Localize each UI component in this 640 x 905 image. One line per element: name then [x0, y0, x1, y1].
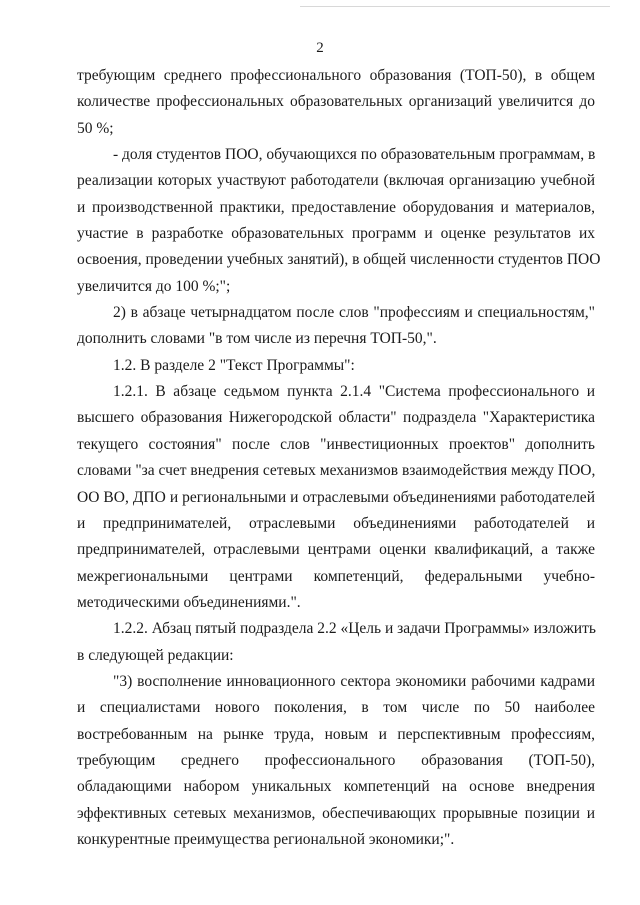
text-line: - доля студентов ПОО, обучающихся по образовательным программам, в [113, 146, 596, 164]
text-line: увеличится до 100 %;"; [77, 277, 231, 295]
text-line: 1.2. В разделе 2 "Текст Программы": [113, 356, 355, 374]
text-line: 50 %; [77, 119, 114, 137]
text-line: требующим среднего профессионального образования (ТОП-50), в общем [77, 67, 595, 84]
text-line: освоения, проведении учебных занятий), в общей численности студентов ПОО [77, 251, 601, 269]
scan-edge-line [300, 6, 610, 7]
text-line: 2) в абзаце четырнадцатом после слов "профессиям и специальностям," [113, 304, 595, 322]
text-line: эффективных сетевых механизмов, обеспечивающих прорывные позиции и [77, 804, 595, 822]
text-line: дополнить словами "в том числе из перечня ТОП-50,". [77, 330, 437, 348]
text-line: предпринимателей, отраслевыми центрами оценки квалификаций, а также [77, 541, 595, 559]
text-line: реализации которых участвуют работодатели (включая организацию учебной [77, 172, 595, 190]
document-body [77, 63, 601, 853]
text-line: обладающими набором уникальных компетенций на основе внедрения [77, 778, 595, 796]
text-line: конкурентные преимущества региональной экономики;". [77, 830, 455, 848]
text-line: участие в разработке образовательных программ и оценке результатов их [77, 225, 595, 243]
text-line: и производственной практики, предоставление оборудования и материалов, [77, 198, 595, 216]
text-line: ОО ВО, ДПО и региональными и отраслевыми объединениями работодателей [77, 488, 595, 506]
text-line: количестве профессиональных образовательных организаций увеличится до [77, 93, 595, 111]
text-line: 1.2.1. В абзаце седьмом пункта 2.1.4 "Система профессионального и [113, 383, 595, 401]
text-line: методическими объединениями.". [77, 593, 301, 611]
page-number: 2 [316, 40, 324, 56]
text-line: "3) восполнение инновационного сектора экономики рабочими кадрами [113, 672, 595, 690]
text-line: и специалистами нового поколения, в том числе по 50 наиболее [77, 699, 595, 717]
text-line: и предпринимателей, отраслевыми объединениями работодателей и [77, 514, 595, 532]
text-line: 1.2.2. Абзац пятый подраздела 2.2 «Цель и задачи Программы» изложить [113, 620, 596, 638]
text-line: словами "за счет внедрения сетевых механизмов взаимодействия между ПОО, [77, 462, 596, 480]
text-line: в следующей редакции: [77, 646, 234, 664]
text-line: востребованным на рынке труда, новым и перспективным профессиям, [77, 725, 595, 743]
text-line: высшего образования Нижегородской области" подраздела "Характеристика [77, 409, 595, 427]
text-line: текущего состояния" после слов "инвестиционных проектов" дополнить [77, 435, 595, 453]
text-line: межрегиональными центрами компетенций, федеральными учебно- [77, 567, 595, 585]
text-line: требующим среднего профессионального образования (ТОП-50), [77, 751, 595, 769]
